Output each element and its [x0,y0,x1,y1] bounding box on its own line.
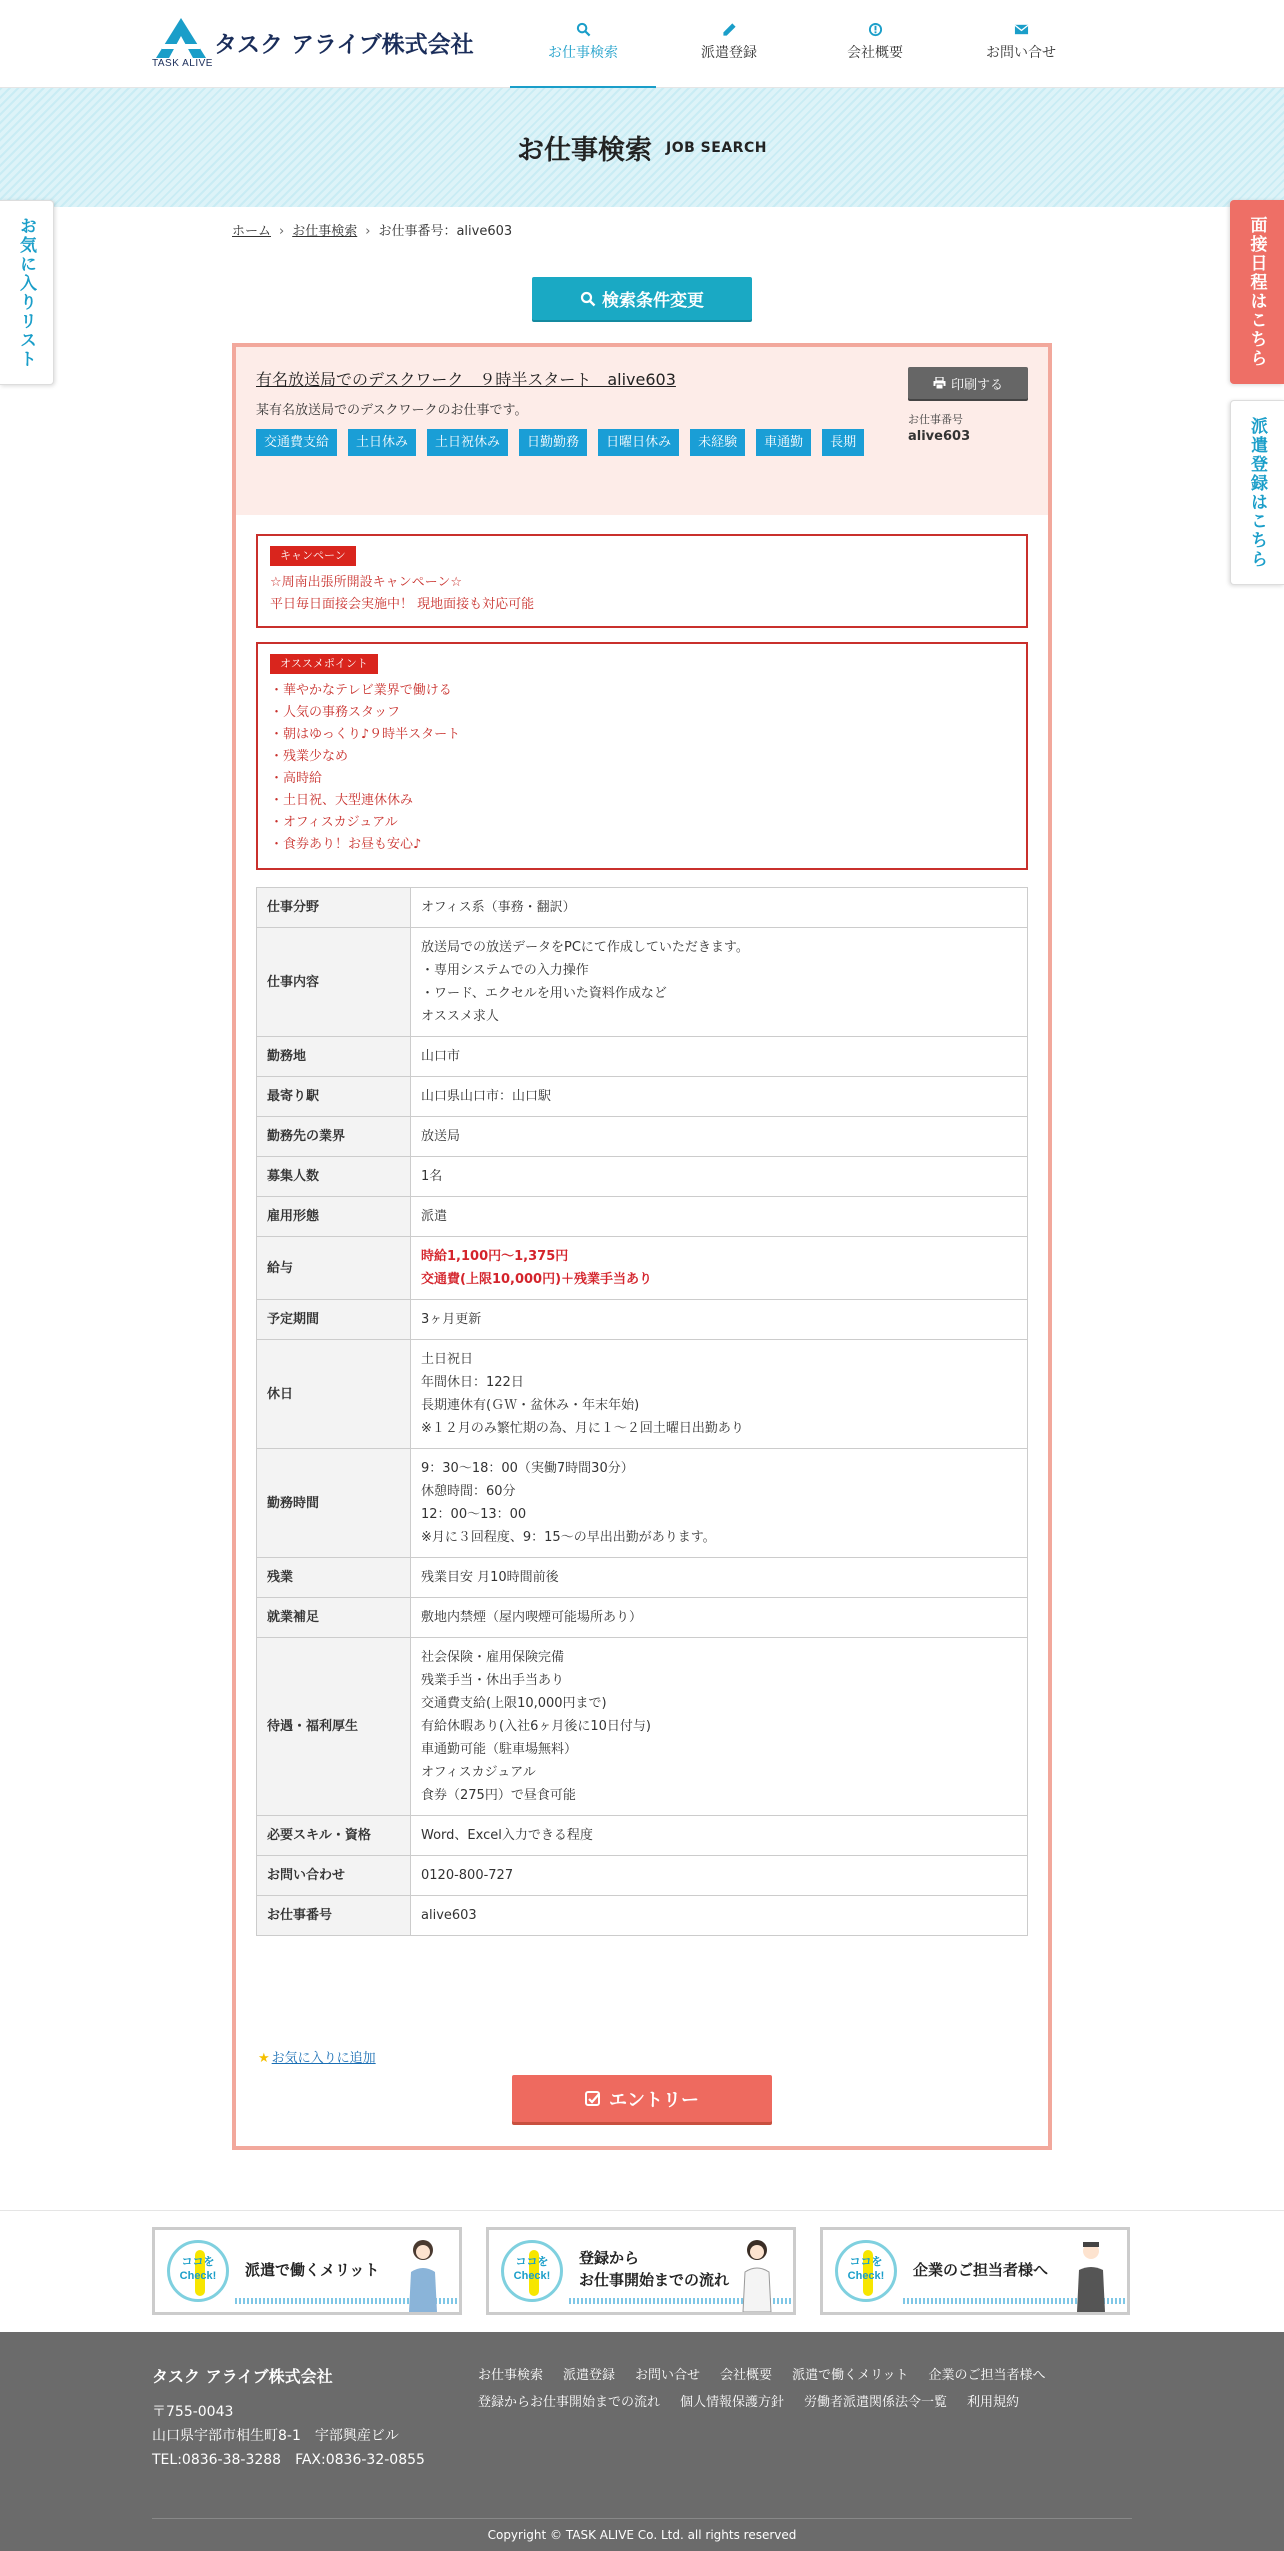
spec-label: 勤務地 [257,1037,411,1077]
job-tag: 車通勤 [756,429,811,456]
banner-title-line1: 登録から [579,2249,640,2267]
spec-value-line: 休憩時間：60分 [421,1484,516,1499]
add-to-favorites-label: お気に入りに追加 [271,2051,376,2066]
spec-value [411,1598,1028,1638]
spec-value-line: 残業目安 月10時間前後 [421,1570,559,1585]
spec-label: 募集人数 [257,1157,411,1197]
spec-row [257,1816,1028,1856]
spec-value-line: 交通費(上限10,000円)＋残業手当あり [421,1272,653,1287]
spec-value-line: オフィス系（事務・翻訳） [421,900,576,915]
check-badge-text: ココを Check! [847,2256,885,2282]
spec-value [411,1558,1028,1598]
spec-value [411,1856,1028,1896]
recommend-point: ・人気の事務スタッフ [270,705,401,720]
footer-address [152,2400,425,2472]
spec-row [257,888,1028,928]
star-icon: ★ [258,2051,270,2066]
spec-value [411,1237,1028,1300]
spec-row [257,1300,1028,1340]
register-tab-label: 派遣登録はこちら [1247,416,1267,569]
spec-value-line: オフィスカジュアル [421,1765,536,1780]
spec-row [257,1157,1028,1197]
spec-row [257,1237,1028,1300]
woman-illustration-icon [405,2236,441,2312]
footer-address-line: 〒755-0043 [152,2404,234,2420]
spec-value-line: ・専用システムでの入力操作 [421,963,589,978]
spec-label: 仕事分野 [257,888,411,928]
nav-label: 派遣登録 [701,45,757,61]
spec-value-line: 12：00～13：00 [421,1507,527,1522]
footer-links [478,2364,1098,2410]
spec-value [411,1117,1028,1157]
envelope-icon [948,22,1094,42]
favorites-list-tab[interactable] [0,200,54,385]
spec-value-line: 3ヶ月更新 [421,1312,482,1327]
businessman-illustration-icon [1073,2236,1109,2312]
interview-schedule-tab[interactable] [1230,200,1284,384]
entry-button[interactable] [512,2075,772,2122]
spec-label: 仕事内容 [257,928,411,1037]
spec-value-line: 有給休暇あり(入社6ヶ月後に10日付与) [421,1719,651,1734]
spec-label: 雇用形態 [257,1197,411,1237]
check-square-icon [585,2091,601,2107]
print-button[interactable] [908,367,1028,399]
search-icon [580,291,596,307]
job-tags [256,429,876,456]
spec-value-line: 食券（275円）で昼食可能 [421,1788,576,1803]
spec-row [257,928,1028,1037]
site-header [0,0,1284,88]
spec-value-line: 山口県山口市：山口駅 [421,1089,552,1104]
nav-label: お問い合せ [986,45,1056,61]
footer-divider [152,2518,1132,2519]
spec-label: 就業補足 [257,1598,411,1638]
spec-value-line: 時給1,100円～1,375円 [421,1249,569,1264]
spec-label: 予定期間 [257,1300,411,1340]
footer-link[interactable]: 登録からお仕事開始までの流れ [478,2395,661,2410]
spec-label: 休日 [257,1340,411,1449]
spec-value-line: 9：30～18：00（実働7時間30分） [421,1461,634,1476]
page-title [0,128,1284,167]
spec-label: お問い合わせ [257,1856,411,1896]
footer-link[interactable]: お問い合せ [635,2368,701,2383]
spec-value [411,1037,1028,1077]
page-hero [0,88,1284,207]
spec-value-line: 車通勤可能（駐車場無料） [421,1742,578,1757]
spec-value-line: 長期連休有(ＧＷ・盆休み・年末年始) [421,1398,640,1413]
spec-value-line: 交通費支給(上限10,000円まで) [421,1696,607,1711]
register-tab[interactable] [1230,400,1284,585]
spec-row [257,1896,1028,1936]
footer-address-line: 山口県宇部市相生町8-1 宇部興産ビル [152,2428,399,2444]
spec-value [411,1816,1028,1856]
spec-value [411,1896,1028,1936]
footer-link[interactable]: 利用規約 [967,2395,1020,2410]
campaign-label: キャンペーン [270,546,356,566]
spec-label: 勤務時間 [257,1449,411,1558]
job-tag: 未経験 [690,429,745,456]
footer-link[interactable]: 派遣で働くメリット [792,2368,909,2383]
spec-value [411,1340,1028,1449]
footer-copyright: Copyright © TASK ALIVE Co. Ltd. all rights reserved [487,2528,797,2542]
spec-value-line: alive603 [421,1908,477,1923]
recommend-points-label: オススメポイント [270,654,378,674]
footer-link[interactable]: 労働者派遣関係法令一覧 [804,2395,948,2410]
woman-illustration-icon [739,2236,775,2312]
job-detail-card [232,343,1052,2150]
spec-row [257,1856,1028,1896]
check-badge-text: ココを Check! [513,2256,551,2282]
print-button-label: 印刷する [950,377,1003,393]
change-search-conditions-label: 検索条件変更 [602,291,704,311]
add-to-favorites-link[interactable] [258,2047,376,2066]
banner-title: 企業のご担当者様へ [913,2261,1049,2279]
spec-label: 残業 [257,1558,411,1598]
spec-value-line: ※月に３回程度、9：15～の早出出勤があります。 [421,1530,716,1545]
campaign-line: 平日毎日面接会実施中！ 現地面接も対応可能 [270,597,535,612]
campaign-box [256,534,1028,628]
banner-flow[interactable] [486,2227,796,2315]
nav-label: 会社概要 [847,45,903,61]
spec-label: お仕事番号 [257,1896,411,1936]
spec-label: 勤務先の業界 [257,1117,411,1157]
spec-value [411,1638,1028,1816]
page-title-en: JOB SEARCH [666,139,767,156]
site-footer [0,2332,1284,2551]
printer-icon [933,377,946,389]
spec-value-line: 放送局での放送データをPCにて作成していただきます。 [421,940,749,955]
entry-button-label: エントリー [609,2089,699,2111]
campaign-line: ☆周南出張所開設キャンペーン☆ [270,575,463,590]
spec-value-line: 敷地内禁煙（屋内喫煙可能場所あり） [421,1610,643,1625]
nav-item-company[interactable] [802,0,948,88]
logo-mark-icon [156,18,206,58]
spec-value-line: 放送局 [421,1129,461,1144]
spec-value-line: 年間休日：122日 [421,1375,524,1390]
spec-value-line: 土日祝日 [421,1352,474,1367]
site-logo[interactable] [152,18,474,70]
spec-value [411,1300,1028,1340]
spec-value [411,1449,1028,1558]
spec-label: 最寄り駅 [257,1077,411,1117]
job-tag: 土日祝休み [427,429,508,456]
recommend-point: ・高時給 [270,771,323,786]
job-tag: 長期 [822,429,864,456]
banner-companies[interactable] [820,2227,1130,2315]
logo-company-name: タスク アライブ株式会社 [214,32,474,58]
spec-value [411,1157,1028,1197]
spec-label: 給与 [257,1237,411,1300]
nav-item-job-search[interactable] [510,0,656,88]
spec-row [257,1037,1028,1077]
spec-value-line: 山口市 [421,1049,461,1064]
spec-value-line: Word、Excel入力できる程度 [421,1828,593,1843]
breadcrumb-search-link[interactable]: お仕事検索 [292,224,358,239]
job-tag: 交通費支給 [256,429,337,456]
recommend-point: ・食券あり！お昼も安心♪ [270,837,422,852]
breadcrumb-home-link[interactable]: ホーム [232,224,272,239]
job-tag: 土日休み [348,429,416,456]
spec-row [257,1197,1028,1237]
info-circle-icon [802,22,948,42]
banner-title: 派遣で働くメリット [245,2261,380,2279]
nav-item-contact[interactable] [948,0,1094,88]
job-number-value: alive603 [908,429,971,444]
spec-label: 待遇・福利厚生 [257,1638,411,1816]
recommend-point: ・華やかなテレビ業界で働ける [270,683,452,698]
recommend-point: ・朝はゆっくり♪９時半スタート [270,727,461,742]
job-number-label: お仕事番号 [908,413,963,426]
spec-row [257,1340,1028,1449]
breadcrumb-current: お仕事番号：alive603 [378,224,513,239]
spec-label: 必要スキル・資格 [257,1816,411,1856]
footer-company-name: タスク アライブ株式会社 [152,2367,333,2386]
job-title-link[interactable]: 有名放送局でのデスクワーク ９時半スタート alive603 [256,370,676,389]
nav-item-register[interactable] [656,0,802,88]
chevron-right-icon: › [279,224,285,239]
spec-row [257,1558,1028,1598]
spec-row [257,1598,1028,1638]
spec-value-line: ※１２月のみ繁忙期の為、月に１～２回土曜日出勤あり [421,1421,744,1436]
spec-value-line: 残業手当・休出手当あり [421,1673,565,1688]
info-banners [0,2210,1284,2332]
job-tag: 日曜日休み [598,429,679,456]
spec-row [257,1449,1028,1558]
footer-link[interactable]: 派遣登録 [563,2368,616,2383]
check-badge-text: ココを Check! [179,2256,217,2282]
spec-value-line: 社会保険・雇用保険完備 [421,1650,565,1665]
spec-value-line: 0120-800-727 [421,1868,514,1883]
spec-value-line: 1名 [421,1169,443,1184]
interview-schedule-label: 面接日程はこちら [1246,216,1267,368]
spec-row [257,1077,1028,1117]
job-description: 某有名放送局でのデスクワークのお仕事です。 [256,403,528,418]
recommend-point: ・残業少なめ [270,749,349,764]
favorites-list-label: お気に入りリスト [16,216,36,369]
job-card-header [236,347,1048,515]
spec-value [411,888,1028,928]
job-spec-table [256,887,1028,1936]
logo-sub-text: TASK ALIVE [152,58,213,69]
banner-merit[interactable] [152,2227,462,2315]
banner-title-line2: お仕事開始までの流れ [579,2271,730,2289]
spec-value-line: ・ワード、エクセルを用いた資料作成など [421,986,667,1001]
spec-value-line: オススメ求人 [421,1009,499,1024]
footer-link[interactable]: 個人情報保護方針 [680,2395,785,2410]
spec-value [411,1197,1028,1237]
spec-row [257,1117,1028,1157]
recommend-point: ・土日祝、大型連休休み [270,793,414,808]
main-nav [510,0,1094,88]
pencil-icon [656,22,802,42]
spec-row [257,1638,1028,1816]
chevron-right-icon: › [365,224,371,239]
footer-address-line: TEL:0836-38-3288 FAX:0836-32-0855 [152,2452,425,2468]
recommend-point: ・オフィスカジュアル [270,815,398,830]
spec-value [411,1077,1028,1117]
breadcrumb [232,220,512,239]
change-search-conditions-button[interactable] [532,277,752,320]
page-title-ja: お仕事検索 [517,135,653,166]
job-tag: 日勤勤務 [519,429,587,456]
nav-label: お仕事検索 [548,45,618,61]
footer-link[interactable]: お仕事検索 [478,2368,544,2383]
footer-link[interactable]: 会社概要 [720,2368,773,2383]
spec-value [411,928,1028,1037]
recommend-points-box [256,642,1028,870]
search-icon [510,22,656,42]
spec-value-line: 派遣 [421,1209,448,1224]
footer-link[interactable]: 企業のご担当者様へ [928,2368,1046,2383]
